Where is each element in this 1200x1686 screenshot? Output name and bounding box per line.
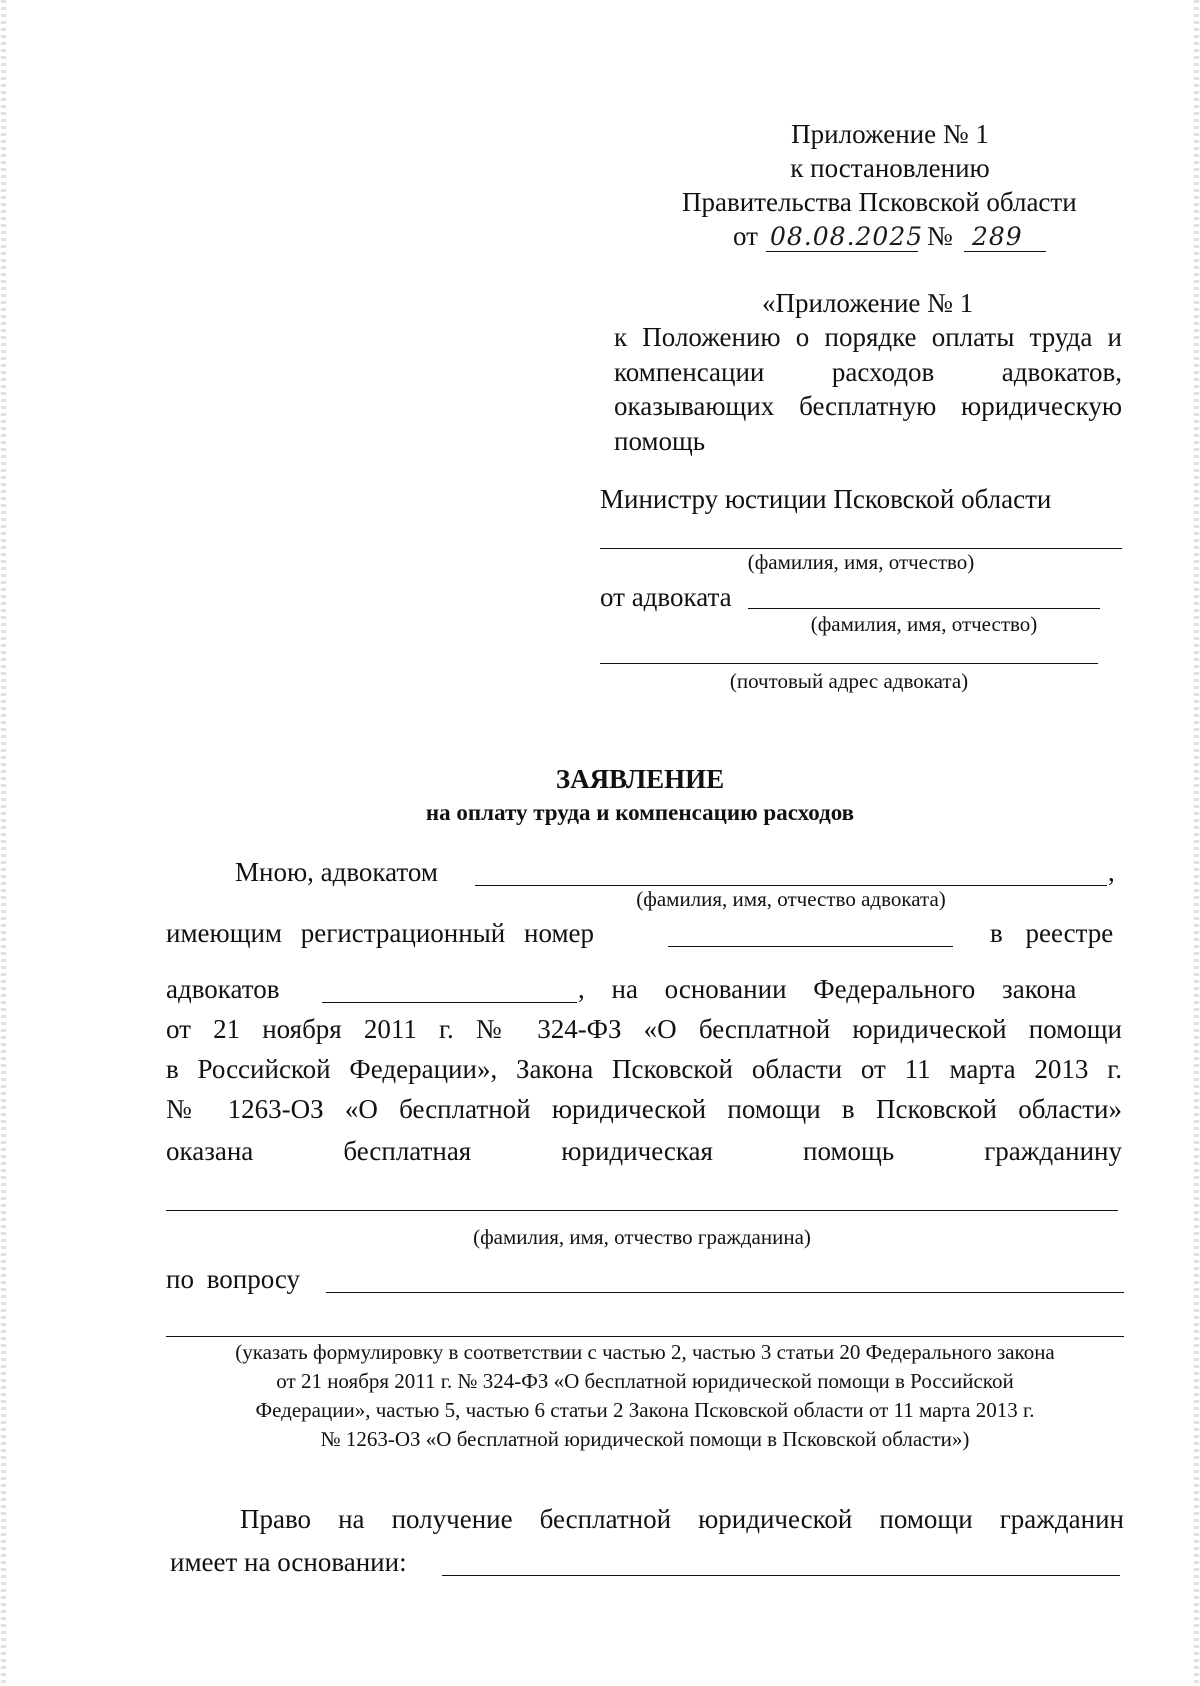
citizen-name-line <box>166 1210 1118 1211</box>
appendix-block-text: к Положению о порядке оплаты труда и компенсации расходов адвокатов, оказывающих бесплатную юридическую помощь <box>614 322 1122 456</box>
question-line-2 <box>166 1336 1124 1337</box>
lawyer-address-line <box>600 663 1098 664</box>
decree-date-underline <box>766 251 918 252</box>
scan-edge-left <box>1 0 6 1686</box>
to-decree: к постановлению <box>790 153 990 183</box>
body-line2-b: в реестре <box>990 918 1114 948</box>
hint-fio-2: (фамилия, имя, отчество) <box>810 612 1038 636</box>
government-name: Правительства Псковской области <box>682 187 1077 217</box>
lawyer-name-line <box>475 885 1107 886</box>
note-line-3: Федерации», частью 5, частью 6 статьи 2 Закона Псковской области от 11 марта 2013 г. <box>255 1398 1035 1422</box>
hint-address: (почтовый адрес адвоката) <box>729 669 969 693</box>
body-line6: № 1263-ОЗ «О бесплатной юридической помощи в Псковской области» <box>166 1094 1122 1124</box>
body-line1-start: Мною, адвокатом <box>235 857 438 887</box>
basis-line <box>442 1575 1120 1576</box>
number-prefix: № <box>927 221 953 251</box>
body-line3-a: адвокатов <box>166 974 280 1004</box>
hint-lawyer: (фамилия, имя, отчество адвоката) <box>636 887 946 911</box>
minister-fio-line <box>600 548 1122 549</box>
hint-fio-1: (фамилия, имя, отчество) <box>747 550 975 574</box>
registry-number-line <box>668 946 953 947</box>
decree-number-underline <box>964 251 1046 252</box>
registry-region-line <box>322 1002 577 1003</box>
decree-date: 08.08.2025 <box>770 222 924 251</box>
appendix-title: Приложение № 1 <box>791 119 989 149</box>
document-subtitle: на оплату труда и компенсацию расходов <box>425 800 855 825</box>
question-label: по вопросу <box>166 1264 301 1294</box>
document-title: ЗАЯВЛЕНИЕ <box>555 764 725 794</box>
note-line-2: от 21 ноября 2011 г. № 324-ФЗ «О бесплатной юридической помощи в Российской <box>276 1369 1014 1393</box>
from-lawyer-label: от адвоката <box>600 582 732 612</box>
body-line1-comma: , <box>1108 857 1115 887</box>
note-line-1: (указать формулировку в соответствии с частью 2, частью 3 статьи 20 Федерального закона <box>235 1340 1055 1364</box>
note-line-4: № 1263-ОЗ «О бесплатной юридической помощи в Псковской области») <box>320 1427 970 1451</box>
scan-edge-right <box>1194 0 1199 1686</box>
lawyer-fio-line <box>748 608 1100 609</box>
body-line5: в Российской Федерации», Закона Псковской области от 11 марта 2013 г. <box>166 1054 1122 1084</box>
date-prefix: от <box>733 221 758 251</box>
question-line-1 <box>326 1292 1124 1293</box>
right-basis-line1: Право на получение бесплатной юридической помощи гражданин <box>240 1504 1124 1534</box>
body-line2-a: имеющим регистрационный номер <box>166 918 595 948</box>
decree-number: 289 <box>972 222 1023 251</box>
body-line3-b: , на основании Федерального закона <box>578 974 1077 1004</box>
body-line4: от 21 ноября 2011 г. № 324-ФЗ «О бесплатной юридической помощи <box>166 1014 1122 1044</box>
hint-citizen: (фамилия, имя, отчество гражданина) <box>473 1225 811 1249</box>
right-basis-line2: имеет на основании: <box>170 1547 407 1577</box>
body-line7: оказана бесплатная юридическая помощь гражданину <box>166 1136 1122 1166</box>
minister-addressee: Министру юстиции Псковской области <box>600 484 1052 514</box>
appendix-block-title: «Приложение № 1 <box>762 288 974 318</box>
